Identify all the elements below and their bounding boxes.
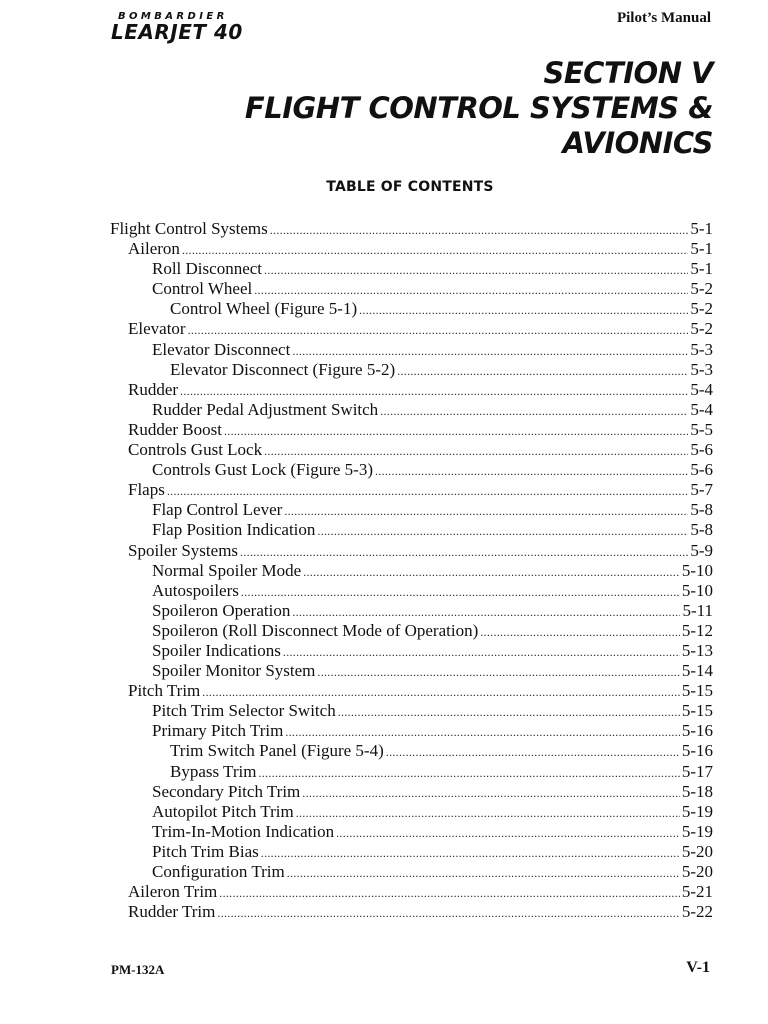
toc-leader-dots bbox=[386, 742, 680, 762]
toc-entry-page: 5-4 bbox=[690, 399, 713, 419]
toc-entry[interactable] bbox=[110, 741, 713, 761]
toc-entry-page: 5-8 bbox=[690, 500, 713, 520]
toc-entry[interactable] bbox=[110, 641, 713, 661]
section-heading-line1: SECTION V bbox=[543, 56, 713, 90]
toc-entry-page: 5-9 bbox=[690, 540, 713, 560]
toc-leader-dots bbox=[258, 763, 679, 783]
toc-entry[interactable] bbox=[110, 500, 713, 520]
toc-entry[interactable] bbox=[110, 902, 713, 922]
toc-entry-page: 5-8 bbox=[690, 520, 713, 540]
manual-title: Pilot’s Manual bbox=[616, 10, 711, 26]
toc-entry-label: Rudder Pedal Adjustment Switch bbox=[152, 399, 379, 419]
toc-entry[interactable] bbox=[110, 661, 713, 681]
toc-title: TABLE OF CONTENTS bbox=[326, 179, 494, 195]
toc-entry-page: 5-15 bbox=[681, 701, 713, 721]
toc-leader-dots bbox=[317, 521, 688, 541]
toc-leader-dots bbox=[241, 582, 680, 602]
toc-leader-dots bbox=[302, 783, 680, 803]
toc-entry[interactable] bbox=[110, 721, 713, 741]
toc-entry[interactable] bbox=[110, 460, 713, 480]
toc-entry-page: 5-15 bbox=[681, 681, 713, 701]
toc-entry-label: Pitch Trim Selector Switch bbox=[152, 701, 336, 721]
toc-leader-dots bbox=[270, 220, 689, 240]
toc-entry-label: Controls Gust Lock (Figure 5-3) bbox=[152, 460, 373, 480]
toc-entry-page: 5-19 bbox=[681, 801, 713, 821]
toc-leader-dots bbox=[264, 260, 688, 280]
toc-entry-page: 5-18 bbox=[681, 781, 713, 801]
toc-entry[interactable] bbox=[110, 621, 713, 641]
toc-leader-dots bbox=[202, 682, 680, 702]
toc-entry-label: Bypass Trim bbox=[170, 761, 257, 781]
toc-entry-label: Roll Disconnect bbox=[152, 259, 263, 279]
toc-entry-label: Flap Control Lever bbox=[152, 500, 283, 520]
brand-top-text: BOMBARDIER bbox=[118, 11, 228, 22]
toc-entry-label: Control Wheel bbox=[152, 279, 253, 299]
toc-leader-dots bbox=[167, 481, 688, 501]
toc-leader-dots bbox=[254, 280, 688, 300]
toc-entry-label: Flaps bbox=[128, 480, 165, 500]
toc-entry-label: Rudder Boost bbox=[128, 419, 222, 439]
toc-entry[interactable] bbox=[110, 862, 713, 882]
toc-leader-dots bbox=[224, 421, 688, 441]
toc-entry[interactable] bbox=[110, 480, 713, 500]
section-heading-line2: FLIGHT CONTROL SYSTEMS & bbox=[244, 91, 713, 125]
toc-entry-page: 5-1 bbox=[690, 239, 713, 259]
toc-entry[interactable] bbox=[110, 440, 713, 460]
toc-entry-page: 5-16 bbox=[681, 721, 713, 741]
toc-entry[interactable] bbox=[110, 420, 713, 440]
toc-entry-label: Configuration Trim bbox=[152, 862, 285, 881]
toc-entry[interactable] bbox=[110, 822, 713, 842]
toc-entry-label: Elevator bbox=[128, 319, 186, 339]
toc-entry-page: 5-10 bbox=[681, 580, 713, 600]
toc-entry-label: Trim-In-Motion Indication bbox=[152, 821, 335, 841]
toc-entry[interactable] bbox=[110, 882, 713, 902]
toc-leader-dots bbox=[182, 240, 688, 260]
toc-leader-dots bbox=[380, 401, 688, 421]
toc-entry-label: Flight Control Systems bbox=[110, 219, 268, 238]
toc-leader-dots bbox=[317, 662, 679, 682]
toc-entry[interactable] bbox=[110, 520, 713, 540]
toc-entry-label: Secondary Pitch Trim bbox=[152, 781, 301, 801]
toc-entry[interactable] bbox=[110, 259, 713, 279]
toc-entry-label: Spoiler Systems bbox=[128, 540, 239, 560]
toc-entry-page: 5-2 bbox=[690, 279, 713, 299]
toc-entry[interactable] bbox=[110, 219, 713, 239]
toc-entry-page: 5-16 bbox=[681, 741, 713, 761]
toc-leader-dots bbox=[284, 501, 688, 521]
toc-entry[interactable] bbox=[110, 279, 713, 299]
toc-entry-label: Pitch Trim Bias bbox=[152, 841, 259, 861]
toc-entry-page: 5-1 bbox=[690, 219, 713, 238]
toc-entry[interactable] bbox=[110, 299, 713, 319]
toc-leader-dots bbox=[287, 863, 680, 883]
toc-leader-dots bbox=[188, 320, 689, 340]
document-number: PM-132A bbox=[111, 962, 165, 977]
toc-leader-dots bbox=[219, 883, 680, 903]
section-heading-line3: AVIONICS bbox=[562, 126, 713, 160]
toc-entry-page: 5-1 bbox=[690, 259, 713, 279]
toc-entry-page: 5-4 bbox=[690, 379, 713, 399]
toc-entry-label: Rudder Trim bbox=[128, 902, 216, 922]
toc-leader-dots bbox=[375, 461, 688, 481]
toc-entry[interactable] bbox=[110, 541, 713, 561]
toc-leader-dots bbox=[283, 642, 680, 662]
toc-entry-page: 5-19 bbox=[681, 821, 713, 841]
toc-entry[interactable] bbox=[110, 239, 713, 259]
toc-entry-label: Spoiler Indications bbox=[152, 640, 281, 660]
toc-entry-label: Elevator Disconnect (Figure 5-2) bbox=[170, 359, 396, 379]
toc-entry[interactable] bbox=[110, 561, 713, 581]
toc-entry-label: Spoileron Operation bbox=[152, 600, 291, 620]
toc-entry[interactable] bbox=[110, 762, 713, 782]
toc-entry-label: Autopilot Pitch Trim bbox=[152, 801, 294, 821]
toc-entry-page: 5-20 bbox=[681, 841, 713, 861]
toc-entry[interactable] bbox=[110, 380, 713, 400]
toc-entry[interactable] bbox=[110, 319, 713, 339]
toc-entry-page: 5-11 bbox=[682, 600, 713, 620]
toc-entry-page: 5-5 bbox=[690, 419, 713, 439]
toc-entry[interactable] bbox=[110, 340, 713, 360]
toc-entry-label: Aileron bbox=[128, 239, 180, 259]
toc-entry-label: Elevator Disconnect bbox=[152, 339, 291, 359]
toc-entry[interactable] bbox=[110, 400, 713, 420]
toc-entry-label: Autospoilers bbox=[152, 580, 239, 600]
toc-entry-label: Trim Switch Panel (Figure 5-4) bbox=[170, 741, 384, 761]
toc-entry-label: Normal Spoiler Mode bbox=[152, 560, 302, 580]
toc-entry[interactable] bbox=[110, 360, 713, 380]
toc-entry-page: 5-20 bbox=[681, 862, 713, 881]
toc-leader-dots bbox=[261, 843, 680, 863]
toc-leader-dots bbox=[292, 341, 688, 361]
toc-entry-page: 5-14 bbox=[681, 661, 713, 681]
toc-entry[interactable] bbox=[110, 782, 713, 802]
toc-entry[interactable] bbox=[110, 601, 713, 621]
toc-entry-label: Controls Gust Lock bbox=[128, 440, 263, 460]
toc-leader-dots bbox=[180, 381, 688, 401]
brand-logo: LEARJET 40 bbox=[111, 20, 243, 44]
toc-leader-dots bbox=[285, 722, 680, 742]
toc-entry[interactable] bbox=[110, 581, 713, 601]
toc-leader-dots bbox=[359, 300, 688, 320]
toc-entry[interactable] bbox=[110, 681, 713, 701]
toc-entry[interactable] bbox=[110, 842, 713, 862]
toc-entry-label: Rudder bbox=[128, 379, 179, 399]
toc-entry-page: 5-12 bbox=[681, 620, 713, 640]
toc-leader-dots bbox=[480, 622, 680, 642]
toc-entry-label: Aileron Trim bbox=[128, 882, 218, 902]
toc-entry-page: 5-17 bbox=[681, 761, 713, 781]
toc-entry-page: 5-3 bbox=[690, 359, 713, 379]
toc-entry-label: Flap Position Indication bbox=[152, 520, 316, 540]
toc-entry-page: 5-22 bbox=[681, 902, 713, 922]
toc-entry-page: 5-2 bbox=[690, 299, 713, 319]
toc-leader-dots bbox=[296, 803, 680, 823]
toc-entry-label: Pitch Trim bbox=[128, 681, 201, 701]
page-number: V-1 bbox=[686, 959, 710, 976]
toc-entry-page: 5-3 bbox=[690, 339, 713, 359]
toc-leader-dots bbox=[217, 903, 679, 923]
toc-leader-dots bbox=[397, 361, 688, 381]
toc-entry[interactable] bbox=[110, 701, 713, 721]
toc-leader-dots bbox=[303, 562, 680, 582]
section-heading bbox=[245, 56, 713, 161]
toc-entry-page: 5-6 bbox=[690, 460, 713, 480]
toc-entry-label: Spoiler Monitor System bbox=[152, 661, 316, 681]
toc-entry-label: Control Wheel (Figure 5-1) bbox=[170, 299, 358, 319]
toc-leader-dots bbox=[264, 441, 688, 461]
toc-leader-dots bbox=[338, 702, 680, 722]
toc-leader-dots bbox=[292, 602, 680, 622]
toc-leader-dots bbox=[240, 542, 688, 562]
toc-entry-page: 5-7 bbox=[690, 480, 713, 500]
table-of-contents bbox=[110, 219, 713, 922]
toc-entry[interactable] bbox=[110, 802, 713, 822]
toc-entry-page: 5-21 bbox=[681, 882, 713, 902]
toc-entry-page: 5-2 bbox=[690, 319, 713, 339]
toc-entry-label: Primary Pitch Trim bbox=[152, 721, 284, 741]
toc-entry-label: Spoileron (Roll Disconnect Mode of Operation) bbox=[152, 620, 479, 640]
toc-entry-page: 5-6 bbox=[690, 440, 713, 460]
toc-entry-page: 5-13 bbox=[681, 640, 713, 660]
toc-leader-dots bbox=[336, 823, 680, 843]
toc-entry-page: 5-10 bbox=[681, 560, 713, 580]
